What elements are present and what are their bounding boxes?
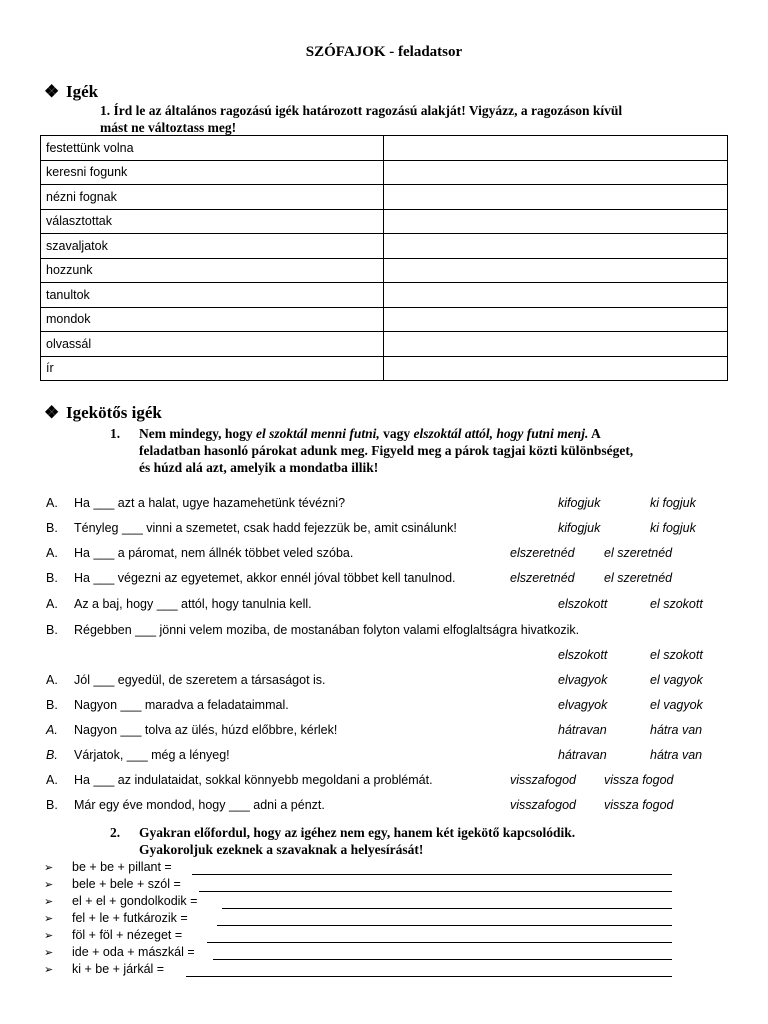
conjugation-table — [40, 135, 728, 381]
arrow-bullet-icon: ➢ — [44, 879, 54, 891]
exercise-label: A. — [46, 773, 58, 787]
exercise-sentence: Régebben ___ jönni velem moziba, de mostanában folyton valami elfoglaltságra hivatkozik. — [74, 623, 580, 637]
exercise-sentence: Már egy éve mondod, hogy ___ adni a pénzt. — [74, 798, 325, 812]
word-formula: ki + be + járkál = — [72, 962, 165, 976]
table-row — [41, 307, 728, 332]
exercise-label: A. — [46, 723, 58, 737]
verb-cell: hozzunk — [41, 258, 384, 283]
section-heading-igekotos — [44, 403, 162, 423]
option-separate[interactable]: el szokott — [650, 648, 703, 662]
table-row — [41, 185, 728, 210]
exercise-label: B. — [46, 798, 58, 812]
exercise-label: B. — [46, 748, 58, 762]
word-formula: bele + bele + szól = — [72, 877, 181, 891]
option-joined[interactable]: kifogjuk — [558, 521, 601, 535]
task-instruction-line: Gyakoroljuk ezeknek a szavaknak a helyesírását! — [139, 842, 424, 857]
word-practice-item — [44, 877, 181, 891]
answer-cell[interactable] — [384, 356, 728, 381]
section-heading-text: Igekötős igék — [66, 403, 162, 422]
exercise-label: A. — [46, 673, 58, 687]
diamond-bullet-icon: ❖ — [44, 82, 60, 101]
arrow-bullet-icon: ➢ — [44, 947, 54, 959]
word-formula: be + be + pillant = — [72, 860, 172, 874]
exercise-sentence: Jól ___ egyedül, de szeretem a társaságot is. — [74, 673, 326, 687]
arrow-bullet-icon: ➢ — [44, 964, 54, 976]
option-joined[interactable]: elszeretnéd — [510, 546, 575, 560]
exercise-sentence: Ha ___ a páromat, nem állnék többet veled szóba. — [74, 546, 354, 560]
option-separate[interactable]: hátra van — [650, 748, 703, 762]
option-joined[interactable]: hátravan — [558, 748, 607, 762]
exercise-sentence: Tényleg ___ vinni a szemetet, csak hadd fejezzük be, amit csinálunk! — [74, 521, 457, 535]
instr-text: vagy — [379, 426, 414, 441]
verb-cell: választottak — [41, 209, 384, 234]
answer-cell[interactable] — [384, 258, 728, 283]
table-row — [41, 234, 728, 259]
option-joined[interactable]: elvagyok — [558, 698, 608, 712]
exercise-label: B. — [46, 623, 58, 637]
option-joined[interactable]: elszokott — [558, 648, 608, 662]
answer-blank-line[interactable] — [217, 925, 672, 926]
option-separate[interactable]: el szeretnéd — [604, 546, 673, 560]
exercise-sentence: Nagyon ___ tolva az ülés, húzd előbbre, kérlek! — [74, 723, 338, 737]
table-row — [41, 209, 728, 234]
option-joined[interactable]: visszafogod — [510, 798, 577, 812]
exercise-label: A. — [46, 496, 58, 510]
task-instruction-line: feladatban hasonló párokat adunk meg. Figyeld meg a párok tagjai közti különbséget, — [139, 443, 634, 458]
answer-blank-line[interactable] — [192, 874, 672, 875]
answer-cell[interactable] — [384, 160, 728, 185]
word-practice-item — [44, 860, 172, 874]
task-instruction-line: Gyakran előfordul, hogy az igéhez nem egy, hanem két igekötő kapcsolódik. — [139, 825, 576, 840]
exercise-sentence: Nagyon ___ maradva a feladataimmal. — [74, 698, 289, 712]
exercise-sentence: Ha ___ végezni az egyetemet, akkor ennél jóval többet kell tanulnod. — [74, 571, 456, 585]
answer-cell[interactable] — [384, 307, 728, 332]
word-practice-item — [44, 962, 164, 976]
answer-blank-line[interactable] — [207, 942, 672, 943]
option-joined[interactable]: visszafogod — [510, 773, 577, 787]
instr-example: el szoktál menni futni, — [256, 426, 380, 441]
instr-example: elszoktál attól, hogy futni menj. — [413, 426, 589, 441]
exercise-sentence: Várjatok, ___ még a lényeg! — [74, 748, 230, 762]
table-row — [41, 283, 728, 308]
task-number: 1. — [110, 426, 121, 441]
word-formula: fel + le + futkározik = — [72, 911, 188, 925]
exercise-sentence: Az a baj, hogy ___ attól, hogy tanulnia kell. — [74, 597, 312, 611]
instr-text: Nem mindegy, hogy — [139, 426, 257, 441]
task-instruction-line: és húzd alá azt, amelyik a mondatba illik! — [139, 460, 379, 475]
word-practice-item — [44, 928, 182, 942]
verb-cell: nézni fognak — [41, 185, 384, 210]
verb-cell: szavaljatok — [41, 234, 384, 259]
task-instruction-line: 1. Írd le az általános ragozású igék határozott ragozású alakját! Vigyázz, a ragozáson kívül — [100, 103, 623, 118]
option-joined[interactable]: elszokott — [558, 597, 608, 611]
page-title: SZÓFAJOK - feladatsor — [305, 44, 463, 60]
exercise-label: B. — [46, 521, 58, 535]
option-separate[interactable]: el vagyok — [650, 698, 703, 712]
option-joined[interactable]: kifogjuk — [558, 496, 601, 510]
diamond-bullet-icon: ❖ — [44, 403, 60, 422]
table-row — [41, 258, 728, 283]
answer-cell[interactable] — [384, 136, 728, 161]
answer-cell[interactable] — [384, 209, 728, 234]
arrow-bullet-icon: ➢ — [44, 913, 54, 925]
verb-cell: ír — [41, 356, 384, 381]
answer-blank-line[interactable] — [222, 908, 672, 909]
word-formula: föl + föl + nézeget = — [72, 928, 183, 942]
option-separate[interactable]: ki fogjuk — [650, 521, 696, 535]
word-practice-item — [44, 945, 195, 959]
verb-cell: olvassál — [41, 332, 384, 357]
option-joined[interactable]: elszeretnéd — [510, 571, 575, 585]
exercise-label: B. — [46, 571, 58, 585]
word-practice-item — [44, 911, 188, 925]
task-instruction-line — [139, 425, 721, 442]
answer-cell[interactable] — [384, 332, 728, 357]
answer-blank-line[interactable] — [186, 976, 672, 977]
verb-cell: keresni fogunk — [41, 160, 384, 185]
option-separate[interactable]: ki fogjuk — [650, 496, 696, 510]
option-separate[interactable]: el szokott — [650, 597, 703, 611]
option-separate[interactable]: el szeretnéd — [604, 571, 673, 585]
task-instruction-line: mást ne változtass meg! — [100, 120, 237, 135]
task-number: 2. — [110, 825, 121, 840]
answer-blank-line[interactable] — [199, 891, 672, 892]
answer-blank-line[interactable] — [213, 959, 672, 960]
word-formula: ide + oda + mászkál = — [72, 945, 195, 959]
exercise-sentence: Ha ___ azt a halat, ugye hazamehetünk tévézni? — [74, 496, 346, 510]
table-row — [41, 160, 728, 185]
answer-cell[interactable] — [384, 234, 728, 259]
answer-cell[interactable] — [384, 283, 728, 308]
word-formula: el + el + gondolkodik = — [72, 894, 198, 908]
word-practice-item — [44, 894, 197, 908]
verb-cell: festettünk volna — [41, 136, 384, 161]
section-heading-text: Igék — [66, 82, 99, 101]
instr-text: A — [588, 426, 601, 441]
table-row — [41, 332, 728, 357]
verb-cell: tanultok — [41, 283, 384, 308]
option-joined[interactable]: elvagyok — [558, 673, 608, 687]
exercise-label: A. — [46, 597, 58, 611]
arrow-bullet-icon: ➢ — [44, 862, 54, 874]
exercise-sentence: Ha ___ az indulataidat, sokkal könnyebb megoldani a problémát. — [74, 773, 433, 787]
section-heading-igek — [44, 82, 98, 102]
option-joined[interactable]: hátravan — [558, 723, 607, 737]
option-separate[interactable]: vissza fogod — [604, 798, 674, 812]
verb-cell: mondok — [41, 307, 384, 332]
exercise-label: A. — [46, 546, 58, 560]
option-separate[interactable]: hátra van — [650, 723, 703, 737]
arrow-bullet-icon: ➢ — [44, 896, 54, 908]
arrow-bullet-icon: ➢ — [44, 930, 54, 942]
answer-cell[interactable] — [384, 185, 728, 210]
option-separate[interactable]: vissza fogod — [604, 773, 674, 787]
option-separate[interactable]: el vagyok — [650, 673, 703, 687]
table-row — [41, 356, 728, 381]
exercise-label: B. — [46, 698, 58, 712]
table-row — [41, 136, 728, 161]
